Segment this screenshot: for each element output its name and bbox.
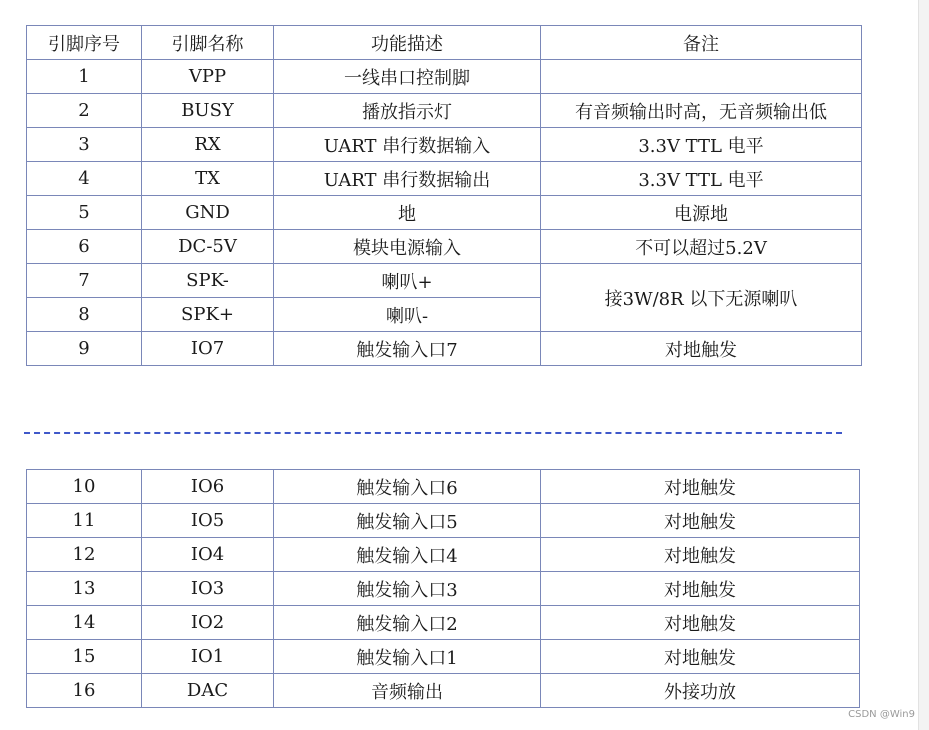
cell-function: 音频输出 — [274, 674, 541, 708]
table-row — [27, 196, 862, 230]
cell-remarks: 3.3V TTL 电平 — [541, 128, 862, 162]
pin-table-2 — [26, 469, 860, 708]
cell-remarks: 对地触发 — [541, 538, 860, 572]
cell-remarks: 对地触发 — [541, 606, 860, 640]
cell-pin-number: 5 — [27, 196, 142, 230]
cell-pin-name: IO4 — [142, 538, 274, 572]
table-header-row — [27, 26, 862, 60]
cell-pin-number: 14 — [27, 606, 142, 640]
header-pin-number: 引脚序号 — [27, 26, 142, 60]
cell-pin-name: IO2 — [142, 606, 274, 640]
page-edge-strip — [918, 0, 929, 730]
table-row — [27, 60, 862, 94]
cell-pin-name: IO5 — [142, 504, 274, 538]
cell-function: UART 串行数据输出 — [274, 162, 541, 196]
cell-pin-name: DC-5V — [142, 230, 274, 264]
table-row — [27, 674, 860, 708]
cell-function: 触发输入口1 — [274, 640, 541, 674]
cell-remarks: 电源地 — [541, 196, 862, 230]
cell-function: 触发输入口4 — [274, 538, 541, 572]
cell-function: 触发输入口3 — [274, 572, 541, 606]
watermark: CSDN @Win9 — [848, 709, 915, 720]
cell-function: 一线串口控制脚 — [274, 60, 541, 94]
cell-remarks: 外接功放 — [541, 674, 860, 708]
table-row — [27, 94, 862, 128]
cell-remarks: 对地触发 — [541, 504, 860, 538]
table-row — [27, 332, 862, 366]
cell-remarks-merged: 接3W/8R 以下无源喇叭 — [541, 264, 862, 332]
cell-remarks: 不可以超过5.2V — [541, 230, 862, 264]
cell-function: 喇叭- — [274, 298, 541, 332]
cell-function: 地 — [274, 196, 541, 230]
cell-pin-name: SPK- — [142, 264, 274, 298]
cell-pin-name: VPP — [142, 60, 274, 94]
cell-pin-name: IO7 — [142, 332, 274, 366]
cell-function: 播放指示灯 — [274, 94, 541, 128]
cell-pin-name: TX — [142, 162, 274, 196]
section-divider — [24, 432, 842, 434]
cell-pin-number: 7 — [27, 264, 142, 298]
table-row — [27, 572, 860, 606]
cell-pin-number: 13 — [27, 572, 142, 606]
cell-remarks: 有音频输出时高，无音频输出低 — [541, 94, 862, 128]
cell-remarks: 3.3V TTL 电平 — [541, 162, 862, 196]
cell-pin-number: 11 — [27, 504, 142, 538]
table-row — [27, 162, 862, 196]
cell-pin-name: DAC — [142, 674, 274, 708]
cell-pin-number: 16 — [27, 674, 142, 708]
cell-function: 触发输入口2 — [274, 606, 541, 640]
cell-pin-name: BUSY — [142, 94, 274, 128]
header-remarks: 备注 — [541, 26, 862, 60]
table-row — [27, 470, 860, 504]
cell-pin-name: IO3 — [142, 572, 274, 606]
header-function: 功能描述 — [274, 26, 541, 60]
cell-pin-name: IO1 — [142, 640, 274, 674]
cell-function: 触发输入口7 — [274, 332, 541, 366]
cell-pin-number: 8 — [27, 298, 142, 332]
cell-function: 触发输入口5 — [274, 504, 541, 538]
cell-pin-number: 6 — [27, 230, 142, 264]
table-row — [27, 504, 860, 538]
cell-remarks — [541, 60, 862, 94]
cell-pin-number: 2 — [27, 94, 142, 128]
table-row — [27, 538, 860, 572]
cell-function: 喇叭+ — [274, 264, 541, 298]
cell-pin-number: 4 — [27, 162, 142, 196]
cell-pin-name: GND — [142, 196, 274, 230]
cell-function: 模块电源输入 — [274, 230, 541, 264]
table-row — [27, 230, 862, 264]
table-row — [27, 128, 862, 162]
cell-pin-number: 3 — [27, 128, 142, 162]
header-pin-name: 引脚名称 — [142, 26, 274, 60]
pin-table-1 — [26, 25, 862, 366]
table-row — [27, 606, 860, 640]
cell-pin-number: 15 — [27, 640, 142, 674]
cell-remarks: 对地触发 — [541, 470, 860, 504]
cell-function: UART 串行数据输入 — [274, 128, 541, 162]
table-row — [27, 264, 862, 298]
cell-pin-number: 1 — [27, 60, 142, 94]
cell-pin-number: 9 — [27, 332, 142, 366]
cell-pin-number: 12 — [27, 538, 142, 572]
cell-remarks: 对地触发 — [541, 332, 862, 366]
table-row — [27, 640, 860, 674]
cell-remarks: 对地触发 — [541, 572, 860, 606]
cell-remarks: 对地触发 — [541, 640, 860, 674]
cell-pin-number: 10 — [27, 470, 142, 504]
cell-pin-name: SPK+ — [142, 298, 274, 332]
cell-pin-name: IO6 — [142, 470, 274, 504]
cell-function: 触发输入口6 — [274, 470, 541, 504]
cell-pin-name: RX — [142, 128, 274, 162]
